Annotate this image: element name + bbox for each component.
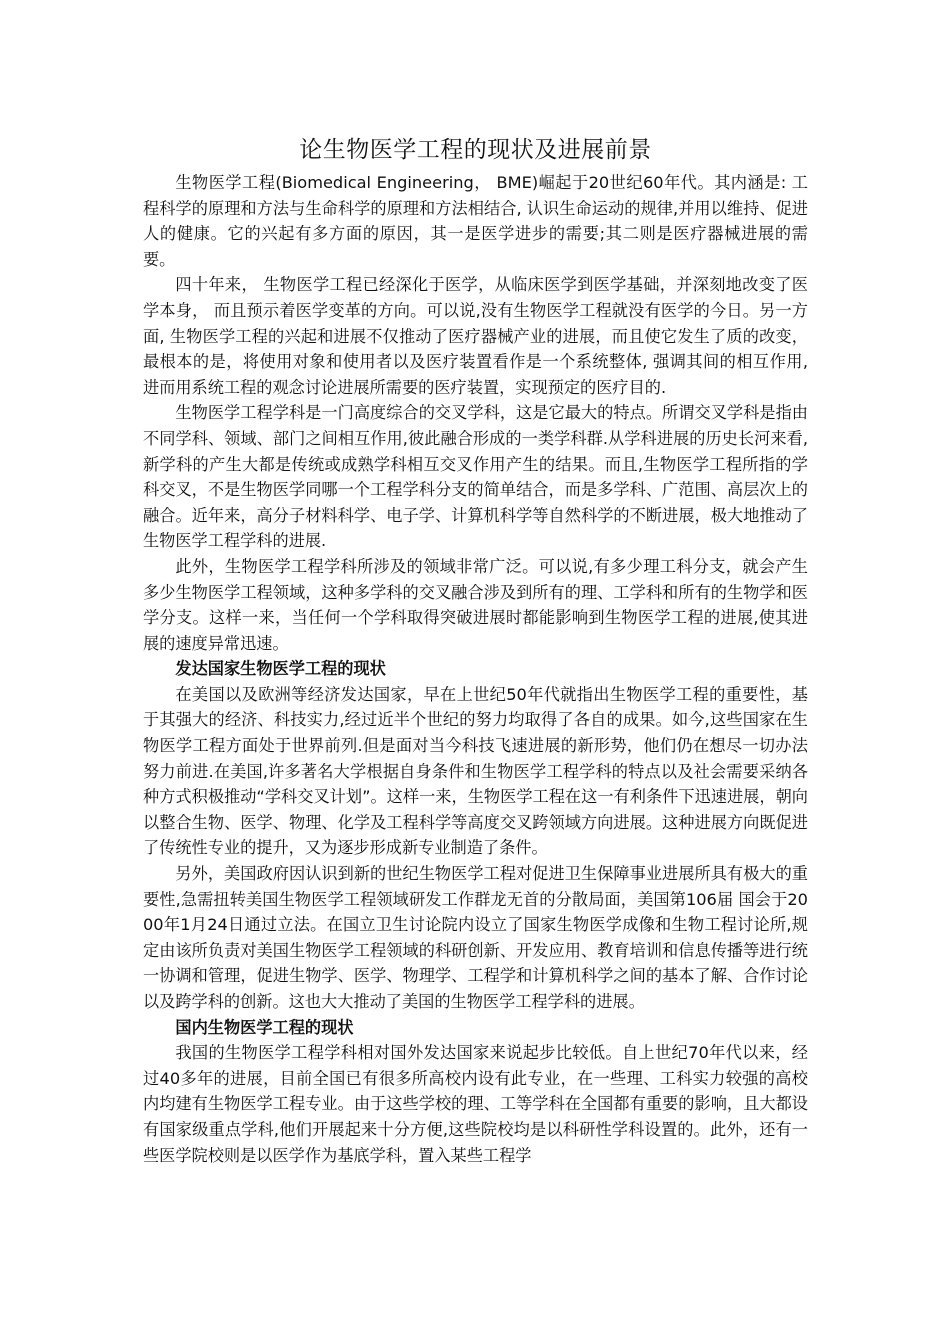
- paragraph: 四十年来， 生物医学工程已经深化于医学，从临床医学到医学基础，并深刻地改变了医学本身， 而且预示着医学变革的方向。可以说,没有生物医学工程就没有医学的今日。另一方面, 生物医学工程的兴起和进展不仅推动了医疗器械产业的进展，而且使它发生了质的改变，最根本的是，将使用对象和使用者以及医疗装置看作是一个系统整体, 强调其间的相互作用, 进而用系统工程的观念讨论进展所需要的医疗装置，实现预定的医疗目的.: [143, 275, 808, 397]
- document-title: 论生物医学工程的现状及进展前景: [299, 137, 652, 163]
- paragraph: 此外，生物医学工程学科所涉及的领域非常广泛。可以说,有多少理工科分支，就会产生多少生物医学工程领域，这种多学科的交叉融合涉及到所有的理、工学科和所有的生物学和医学分支。这样一来，当任何一个学科取得突破进展时都能影响到生物医学工程的进展,使其进展的速度异常迅速。: [143, 556, 808, 653]
- document-page: [143, 130, 808, 1168]
- document-body: [143, 170, 808, 1168]
- section-heading: 发达国家生物医学工程的现状: [175, 659, 386, 679]
- paragraph: 在美国以及欧洲等经济发达国家，早在上世纪50年代就指出生物医学工程的重要性，基于其强大的经济、科技实力,经过近半个世纪的努力均取得了各自的成果。如今,这些国家在生物医学工程方面处于世界前列.但是面对当今科技飞速进展的新形势，他们仍在想尽一切办法努力前进.在美国,许多著名大学根据自身条件和生物医学工程学科的特点以及社会需要采纳各种方式积极推动“学科交叉计划”。这样一来，生物医学工程在这一有利条件下迅速进展，朝向以整合生物、医学、物理、化学及工程科学等高度交叉跨领域方向进展。这种进展方向既促进了传统性专业的提升，又为逐步形成新专业制造了条件。: [143, 684, 808, 858]
- paragraph: 生物医学工程学科是一门高度综合的交叉学科，这是它最大的特点。所谓交叉学科是指由不同学科、领域、部门之间相互作用,彼此融合形成的一类学科群.从学科进展的历史长河来看,新学科的产生大都是传统或成熟学科相互交叉作用产生的结果。而且,生物医学工程所指的学科交叉，不是生物医学同哪一个工程学科分支的简单结合，而是多学科、广范围、高层次上的融合。近年来，高分子材料科学、电子学、计算机科学等自然科学的不断进展，极大地推动了生物医学工程学科的进展.: [143, 403, 808, 551]
- section-heading: 国内生物医学工程的现状: [175, 1017, 354, 1037]
- paragraph: 另外，美国政府因认识到新的世纪生物医学工程对促进卫生保障事业进展所具有极大的重要性,急需扭转美国生物医学工程领域研发工作群龙无首的分散局面，美国第106届 国会于2000年1月24日通过立法。在国立卫生讨论院内设立了国家生物医学成像和生物工程讨论所,规定由该所负责对美国生物医学工程领域的科研创新、开发应用、教育培训和信息传播等进行统一协调和管理，促进生物学、医学、物理学、工程学和计算机科学之间的基本了解、合作讨论以及跨学科的创新。这也大大推动了美国的生物医学工程学科的进展。: [143, 864, 808, 1011]
- paragraph: 生物医学工程(Biomedical Engineering， BME)崛起于20世纪60年代。其内涵是: 工程科学的原理和方法与生命科学的原理和方法相结合, 认识生命运动的规律,并用以维持、促进人的健康。它的兴起有多方面的原因，其一是医学进步的需要;其二则是医疗器械进展的需要。: [143, 173, 808, 269]
- paragraph: 我国的生物医学工程学科相对国外发达国家来说起步比较低。自上世纪70年代以来，经过40多年的进展，目前全国已有很多所高校内设有此专业，在一些理、工科实力较强的高校内均建有生物医学工程专业。由于这些学校的理、工等学科在全国都有重要的影响，且大都设有国家级重点学科,他们开展起来十分方便,这些院校均是以科研性学科设置的。此外，还有一些医学院校则是以医学作为基底学科，置入某些工程学: [143, 1043, 808, 1165]
